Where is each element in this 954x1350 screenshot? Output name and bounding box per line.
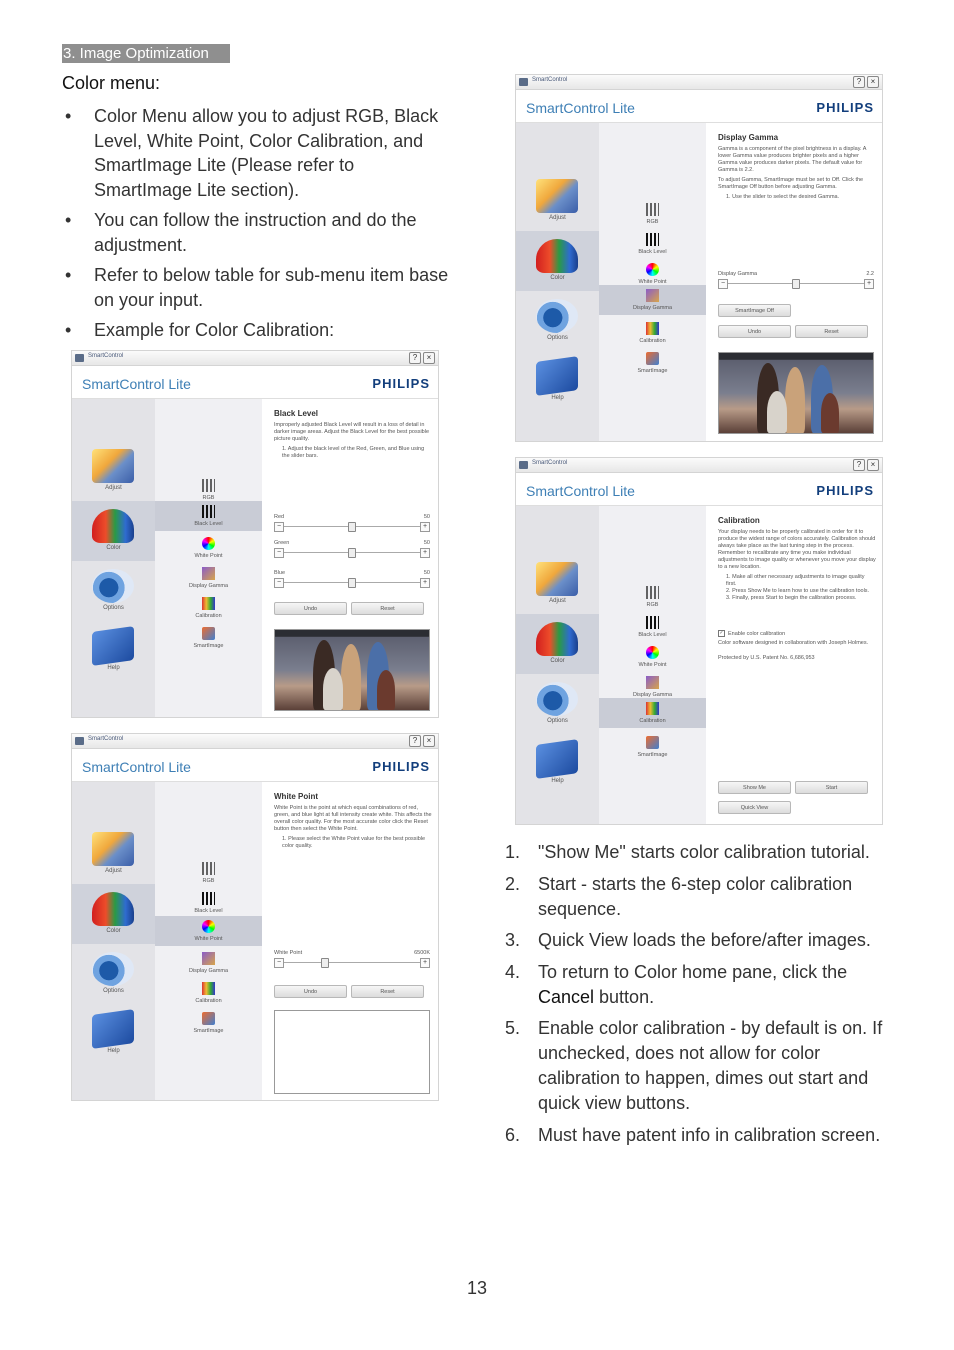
window-black-level	[71, 350, 439, 718]
black-level-icon	[646, 616, 659, 629]
app-title: SmartControl Lite	[526, 100, 635, 116]
gamma-icon	[646, 289, 659, 302]
nav-adjust[interactable]: Adjust	[516, 554, 599, 614]
rgb-icon	[202, 862, 215, 875]
brand-logo: PHILIPS	[816, 483, 874, 498]
reset-button[interactable]: Reset	[795, 325, 868, 338]
white-point-icon	[202, 920, 215, 933]
app-title: SmartControl Lite	[526, 483, 635, 499]
nav-help[interactable]: Help	[72, 1004, 155, 1064]
options-icon	[92, 569, 134, 603]
titlebar	[72, 351, 438, 366]
close-icon[interactable]: ×	[423, 735, 435, 747]
list-item: 1. "Show Me" starts color calibration tutorial.	[505, 842, 870, 862]
start-button[interactable]: Start	[795, 781, 868, 794]
sub-display-gamma[interactable]: Display Gamma	[599, 672, 706, 702]
app-header	[516, 90, 882, 123]
panel-description: Your display needs to be properly calibrated in order for it to produce the widest range of colors accurately. Calibration should always take place as the last tuning step in the process. Remember to recalibrate any time you make individual adjustments to image quality or whenever you move your display to a new location. 1. Make all other necessary adjustments to image quality first. 2. Press Show Me to learn how to use the calibration tools. 3. Finally, press Start to begin the calibration process.	[718, 529, 876, 601]
sub-smartimage[interactable]: SmartImage	[155, 1008, 262, 1038]
sub-display-gamma[interactable]: Display Gamma	[599, 285, 706, 315]
nav-color[interactable]: Color	[516, 231, 599, 291]
nav-options[interactable]: Options	[516, 674, 599, 734]
minus-icon[interactable]: −	[274, 548, 284, 558]
minus-icon[interactable]: −	[274, 578, 284, 588]
rgb-icon	[202, 479, 215, 492]
app-header	[516, 473, 882, 506]
content-pane	[706, 123, 882, 441]
white-point-icon	[646, 263, 659, 276]
plus-icon[interactable]: +	[420, 578, 430, 588]
smartimage-icon	[646, 736, 659, 749]
app-header	[72, 366, 438, 399]
rgb-icon	[646, 203, 659, 216]
sub-white-point[interactable]: White Point	[599, 642, 706, 672]
undo-button[interactable]: Undo	[274, 602, 347, 615]
help-icon[interactable]: ?	[853, 76, 865, 88]
sub-display-gamma[interactable]: Display Gamma	[155, 948, 262, 978]
patent-text: Protected by U.S. Patent No. 6,686,953	[718, 655, 815, 661]
nav-color[interactable]: Color	[72, 501, 155, 561]
list-item: 4. To return to Color home pane, click the Cancel button.	[505, 961, 848, 1007]
titlebar	[72, 734, 438, 749]
bullet-item: • Refer to below table for sub-menu item base on your input.	[65, 265, 449, 310]
sub-calibration[interactable]: Calibration	[599, 318, 706, 348]
nav-help[interactable]: Help	[516, 351, 599, 411]
black-level-icon	[202, 892, 215, 905]
list-item: 2. Start - starts the 6-step color calibration sequence.	[505, 873, 853, 919]
nav-adjust[interactable]: Adjust	[516, 171, 599, 231]
bullet-list	[62, 104, 452, 349]
sub-white-point[interactable]: White Point	[155, 916, 262, 946]
calibration-icon	[646, 322, 659, 335]
nav-help[interactable]: Help	[516, 734, 599, 794]
bullet-item: • Color Menu allow you to adjust RGB, Black Level, White Point, Color Calibration, and SmartImage Lite (Please refer to SmartImage Lite section).	[65, 106, 439, 200]
adjust-icon	[536, 562, 578, 596]
gamma-slider[interactable]: Display Gamma 2.2 − +	[718, 271, 874, 287]
bullet-icon: •	[65, 265, 72, 285]
section-tag: 3. Image Optimization	[62, 44, 230, 63]
help-icon[interactable]: ?	[409, 735, 421, 747]
adjust-icon	[92, 832, 134, 866]
blue-slider[interactable]: Blue 50 − +	[274, 570, 430, 586]
panel-title: White Point	[274, 792, 318, 801]
titlebar	[516, 458, 882, 473]
help-icon[interactable]: ?	[409, 352, 421, 364]
window-white-point	[71, 733, 439, 1101]
nav-adjust[interactable]: Adjust	[72, 441, 155, 501]
sub-rgb[interactable]: RGB	[155, 858, 262, 888]
titlebar-title: SmartControl	[532, 460, 568, 466]
nav-options[interactable]: Options	[72, 561, 155, 621]
sub-display-gamma[interactable]: Display Gamma	[155, 563, 262, 593]
sub-rgb[interactable]: RGB	[599, 582, 706, 612]
app-icon	[519, 78, 528, 86]
show-me-button[interactable]: Show Me	[718, 781, 791, 794]
rgb-icon	[646, 586, 659, 599]
close-icon[interactable]: ×	[867, 459, 879, 471]
minus-icon[interactable]: −	[274, 958, 284, 968]
sub-smartimage[interactable]: SmartImage	[599, 732, 706, 762]
smartimage-icon	[646, 352, 659, 365]
gamma-icon	[202, 567, 215, 580]
calibration-icon	[646, 702, 659, 715]
titlebar-title: SmartControl	[532, 77, 568, 83]
brand-logo: PHILIPS	[372, 759, 430, 774]
gamma-icon	[202, 952, 215, 965]
options-icon	[92, 952, 134, 986]
titlebar-title: SmartControl	[88, 353, 124, 359]
white-point-slider[interactable]: White Point 6500K − +	[274, 950, 430, 966]
bullet-icon: •	[65, 210, 72, 230]
sub-calibration[interactable]: Calibration	[599, 698, 706, 728]
options-icon	[536, 299, 578, 333]
list-item: 3. Quick View loads the before/after images.	[505, 930, 871, 950]
panel-title: Calibration	[718, 516, 760, 525]
color-icon	[92, 509, 134, 543]
content-pane	[262, 399, 438, 717]
nav-column	[72, 782, 155, 1100]
sub-white-point[interactable]: White Point	[599, 259, 706, 289]
brand-logo: PHILIPS	[372, 376, 430, 391]
app-title: SmartControl Lite	[82, 376, 191, 392]
sub-rgb[interactable]: RGB	[155, 475, 262, 505]
undo-button[interactable]: Undo	[718, 325, 791, 338]
panel-description: Improperly adjusted Black Level will result in a loss of detail in darker image areas. Adjust the Black Level for the best possible picture quality. 1. Adjust the black level of the Red, Green, and Blue using the slider bars.	[274, 422, 430, 459]
color-icon	[92, 892, 134, 926]
nav-column	[516, 123, 599, 441]
red-slider[interactable]: Red 50 − +	[274, 514, 430, 530]
help-icon[interactable]: ?	[853, 459, 865, 471]
smartimage-icon	[202, 627, 215, 640]
gamma-icon	[646, 676, 659, 689]
help-nav-icon	[92, 626, 134, 666]
calibration-icon	[202, 597, 215, 610]
sub-black-level[interactable]: Black Level	[155, 501, 262, 531]
nav-adjust[interactable]: Adjust	[72, 824, 155, 884]
plus-icon[interactable]: +	[420, 958, 430, 968]
preview-photo	[718, 352, 874, 434]
page-heading: Color menu:	[62, 73, 161, 93]
quick-view-button[interactable]: Quick View	[718, 801, 791, 814]
app-header	[72, 749, 438, 782]
sub-black-level[interactable]: Black Level	[155, 888, 262, 918]
titlebar-title: SmartControl	[88, 736, 124, 742]
color-icon	[536, 622, 578, 656]
close-icon[interactable]: ×	[867, 76, 879, 88]
panel-title: Display Gamma	[718, 133, 779, 142]
sub-black-level[interactable]: Black Level	[599, 612, 706, 642]
plus-icon[interactable]: +	[420, 548, 430, 558]
content-pane	[262, 782, 438, 1100]
preview-photo	[274, 629, 430, 711]
help-nav-icon	[536, 739, 578, 779]
undo-button[interactable]: Undo	[274, 985, 347, 998]
sub-calibration[interactable]: Calibration	[155, 593, 262, 623]
bullet-item: • You can follow the instruction and do the adjustment.	[65, 210, 417, 255]
smartimage-off-button[interactable]: SmartImage Off	[718, 304, 791, 317]
smartimage-icon	[202, 1012, 215, 1025]
help-nav-icon	[536, 356, 578, 396]
content-pane	[706, 506, 882, 824]
slider-thumb[interactable]	[348, 522, 356, 532]
panel-title: Black Level	[274, 409, 319, 418]
options-icon	[536, 682, 578, 716]
close-icon[interactable]: ×	[423, 352, 435, 364]
sub-calibration[interactable]: Calibration	[155, 978, 262, 1008]
bullet-icon: •	[65, 320, 72, 340]
list-item: 6. Must have patent info in calibration screen.	[505, 1124, 881, 1145]
numbered-list	[505, 840, 905, 1154]
slider-thumb[interactable]	[348, 548, 356, 558]
minus-icon[interactable]: −	[718, 279, 728, 289]
sub-black-level[interactable]: Black Level	[599, 229, 706, 259]
window-display-gamma	[515, 74, 883, 442]
green-slider[interactable]: Green 50 − +	[274, 540, 430, 556]
nav-column	[516, 506, 599, 824]
nav-options[interactable]: Options	[72, 944, 155, 1004]
nav-column	[72, 399, 155, 717]
checkbox-check-icon[interactable]: ✓	[719, 630, 724, 636]
preview-placeholder	[274, 1010, 430, 1094]
app-title: SmartControl Lite	[82, 759, 191, 775]
white-point-icon	[646, 646, 659, 659]
page-number: 13	[466, 1278, 488, 1298]
adjust-icon	[536, 179, 578, 213]
enable-calibration-checkbox[interactable]: ✓ Enable color calibration	[719, 630, 786, 637]
plus-icon[interactable]: +	[420, 522, 430, 532]
calibration-icon	[202, 982, 215, 995]
bullet-icon: •	[65, 106, 72, 126]
slider-thumb[interactable]	[348, 578, 356, 588]
list-item: 5. Enable color calibration - by default is on. If unchecked, does not allow for color calibration to happen, dimes out start and quick view buttons.	[505, 1018, 883, 1113]
minus-icon[interactable]: −	[274, 522, 284, 532]
window-calibration	[515, 457, 883, 825]
cancel-keyword: Cancel	[538, 986, 595, 1007]
color-icon	[536, 239, 578, 273]
sub-rgb[interactable]: RGB	[599, 199, 706, 229]
app-icon	[75, 354, 84, 362]
help-nav-icon	[92, 1009, 134, 1049]
nav-color[interactable]: Color	[72, 884, 155, 944]
panel-description: Gamma is a component of the pixel brightness in a display. A lower Gamma value produces brighter pixels and a higher Gamma value produces darker pixels. The default value for Gamma is 2.2. To adjust Gamma, SmartImage must be set to Off. Click the SmartImage Off button before adjusting Gamma. 1. Use the slider to select the desired Gamma.	[718, 146, 867, 200]
panel-description: White Point is the point at which equal combinations of red, green, and blue light at full intensity create white. This affects the overall color quality. For the most accurate color click the Reset button then select the White Point. 1. Please select the White Point value for the best possible color quality.	[274, 805, 432, 849]
sub-white-point[interactable]: White Point	[155, 533, 262, 563]
credit-text: Color software designed in collaboration with Joseph Holmes.	[718, 640, 869, 646]
app-icon	[75, 737, 84, 745]
nav-options[interactable]: Options	[516, 291, 599, 351]
plus-icon[interactable]: +	[864, 279, 874, 289]
sub-smartimage[interactable]: SmartImage	[599, 348, 706, 378]
brand-logo: PHILIPS	[816, 100, 874, 115]
app-icon	[519, 461, 528, 469]
black-level-icon	[646, 233, 659, 246]
adjust-icon	[92, 449, 134, 483]
titlebar	[516, 75, 882, 90]
black-level-icon	[202, 505, 215, 518]
slider-thumb[interactable]	[321, 958, 329, 968]
slider-thumb[interactable]	[792, 279, 800, 289]
nav-color[interactable]: Color	[516, 614, 599, 674]
white-point-icon	[202, 537, 215, 550]
nav-help[interactable]: Help	[72, 621, 155, 681]
sub-smartimage[interactable]: SmartImage	[155, 623, 262, 653]
reset-button[interactable]: Reset	[351, 985, 424, 998]
reset-button[interactable]: Reset	[351, 602, 424, 615]
bullet-item: • Example for Color Calibration:	[62, 318, 452, 343]
